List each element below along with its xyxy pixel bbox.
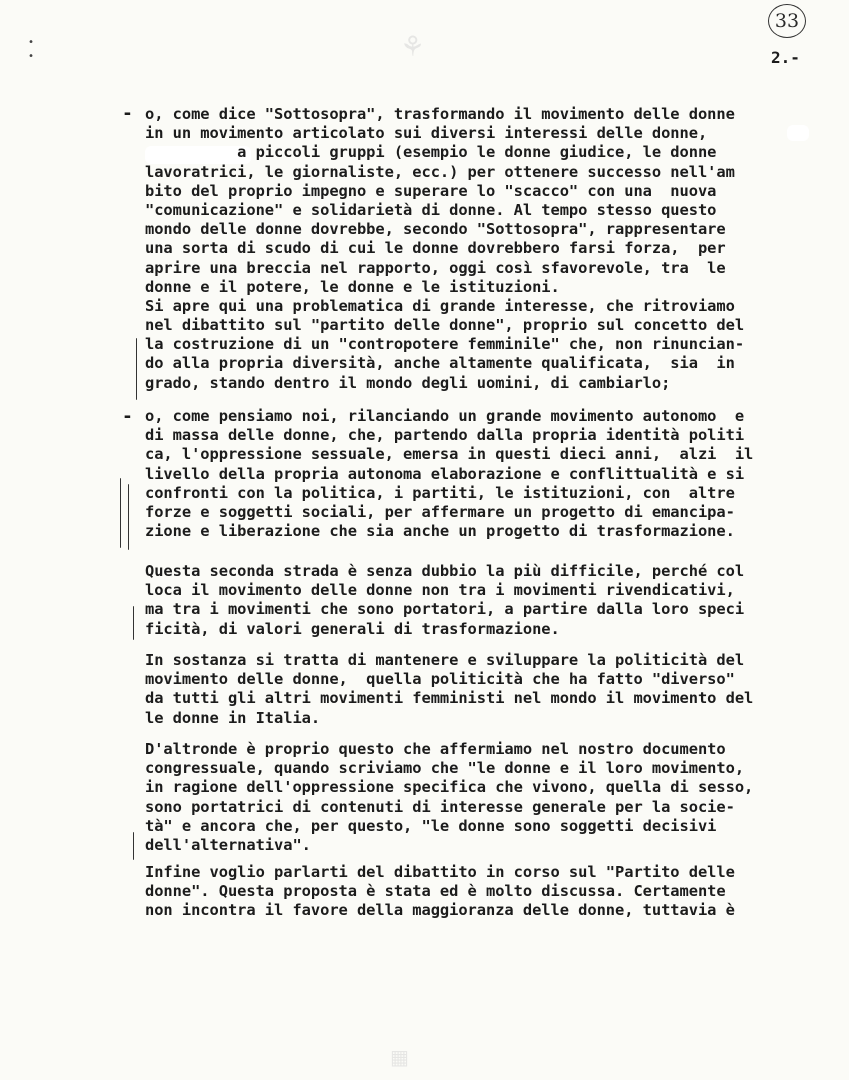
text-line: tà" e ancora che, per questo, "le donne sono soggetti decisivi <box>145 816 717 835</box>
margin-bracket <box>128 484 129 550</box>
text-line: bito del proprio impegno e superare lo "scacco" con una nuova <box>145 181 717 200</box>
text-line: una sorta di scudo di cui le donne dovrebbero farsi forza, per <box>145 239 726 258</box>
folio-text: 33 <box>774 10 800 32</box>
text-line: Infine voglio parlarti del dibattito in corso sul "Partito delle <box>145 863 735 881</box>
faint-stamp-bottom: ▦ <box>390 1045 409 1069</box>
text-line: sono portatrici di contenuti di interesse generale per la socie- <box>145 797 735 816</box>
list-dash-1: - <box>122 103 133 124</box>
text-line: aprire una breccia nel rapporto, oggi così sfavorevole, tra le <box>145 258 726 277</box>
text-line: D'altronde è proprio questo che affermiamo nel nostro documento <box>145 740 726 758</box>
text-line: o, come pensiamo noi, rilanciando un grande movimento autonomo e <box>145 407 745 425</box>
text-line: "comunicazione" e solidarietà di donne. Al tempo stesso questo <box>145 200 717 219</box>
paragraph-seconda-strada <box>145 562 810 639</box>
text-line: o, come dice "Sottosopra", trasformando il movimento delle donne <box>145 105 735 123</box>
text-line: non incontra il favore della maggioranza delle donne, tuttavia è <box>145 901 735 920</box>
text-line: lavoratrici, le giornaliste, ecc.) per ottenere successo nell'am <box>145 162 735 181</box>
hole-punch-dots: • • <box>28 37 35 62</box>
faint-stamp-top: ⚘ <box>400 30 426 63</box>
text-line: di massa delle donne, che, partendo dalla propria identità politi <box>145 426 745 445</box>
text-line: la costruzione di un "contropotere femminile" che, non rinuncian- <box>145 335 745 354</box>
text-line: ca, l'oppressione sessuale, emersa in questi dieci anni, alzi il <box>145 445 754 464</box>
text-line: a piccoli gruppi (esempio le donne giudice, le donne <box>145 143 717 162</box>
paragraph-partito-delle-donne <box>145 863 810 921</box>
margin-bracket <box>133 606 134 640</box>
paragraph-in-sostanza <box>145 651 810 728</box>
text-line: zione e liberazione che sia anche un progetto di trasformazione. <box>145 522 735 541</box>
text-line: congressuale, quando scriviamo che "le donne e il loro movimento, <box>145 759 745 778</box>
text-line: le donne in Italia. <box>145 708 321 727</box>
text-line: ma tra i movimenti che sono portatori, a partire dalla loro speci <box>145 600 745 619</box>
text-line: in ragione dell'oppressione specifica che vivono, quella di sesso, <box>145 778 754 797</box>
paragraph-movimento-autonomo <box>145 407 810 541</box>
text-line: movimento delle donne, quella politicità che ha fatto "diverso" <box>145 670 735 689</box>
text-line: mondo delle donne dovrebbe, secondo "Sottosopra", rappresentare <box>145 220 726 239</box>
paragraph-documento-congressuale <box>145 740 810 855</box>
text-line: grado, stando dentro il mondo degli uomini, di cambiarlo; <box>145 373 671 392</box>
text-line: Questa seconda strada è senza dubbio la più difficile, perché col <box>145 562 745 580</box>
paragraph-sottosopra <box>145 105 810 393</box>
text-line: dell'alternativa". <box>145 835 311 854</box>
text-line: Si apre qui una problematica di grande interesse, che ritroviamo <box>145 296 735 315</box>
text-line: nel dibattito sul "partito delle donne", proprio sul concetto del <box>145 316 745 335</box>
text-line: forze e soggetti sociali, per affermare un progetto di emancipa- <box>145 502 735 521</box>
text-line: da tutti gli altri movimenti femministi nel mondo il movimento del <box>145 689 754 708</box>
text-line: in un movimento articolato sui diversi interessi delle donne, <box>145 124 708 143</box>
text-line: livello della propria autonoma elaborazione e conflittualità e si <box>145 464 745 483</box>
page-number: 2.- <box>771 48 800 67</box>
list-dash-2: - <box>122 406 133 427</box>
text-line: do alla propria diversità, anche altamente qualificata, sia in <box>145 354 735 373</box>
margin-bracket <box>120 478 121 548</box>
margin-bracket <box>136 338 137 400</box>
text-line: ficità, di valori generali di trasformazione. <box>145 619 560 638</box>
text-line: loca il movimento delle donne non tra i movimenti rivendicativi, <box>145 581 735 600</box>
margin-bracket <box>133 832 134 860</box>
text-line: donne e il potere, le donne e le istituzioni. <box>145 277 560 296</box>
text-line: confronti con la politica, i partiti, le istituzioni, con altre <box>145 483 735 502</box>
text-line: In sostanza si tratta di mantenere e sviluppare la politicità del <box>145 651 745 669</box>
folio-number <box>768 4 806 38</box>
text-line: donne". Questa proposta è stata ed è molto discussa. Certamente <box>145 882 726 901</box>
